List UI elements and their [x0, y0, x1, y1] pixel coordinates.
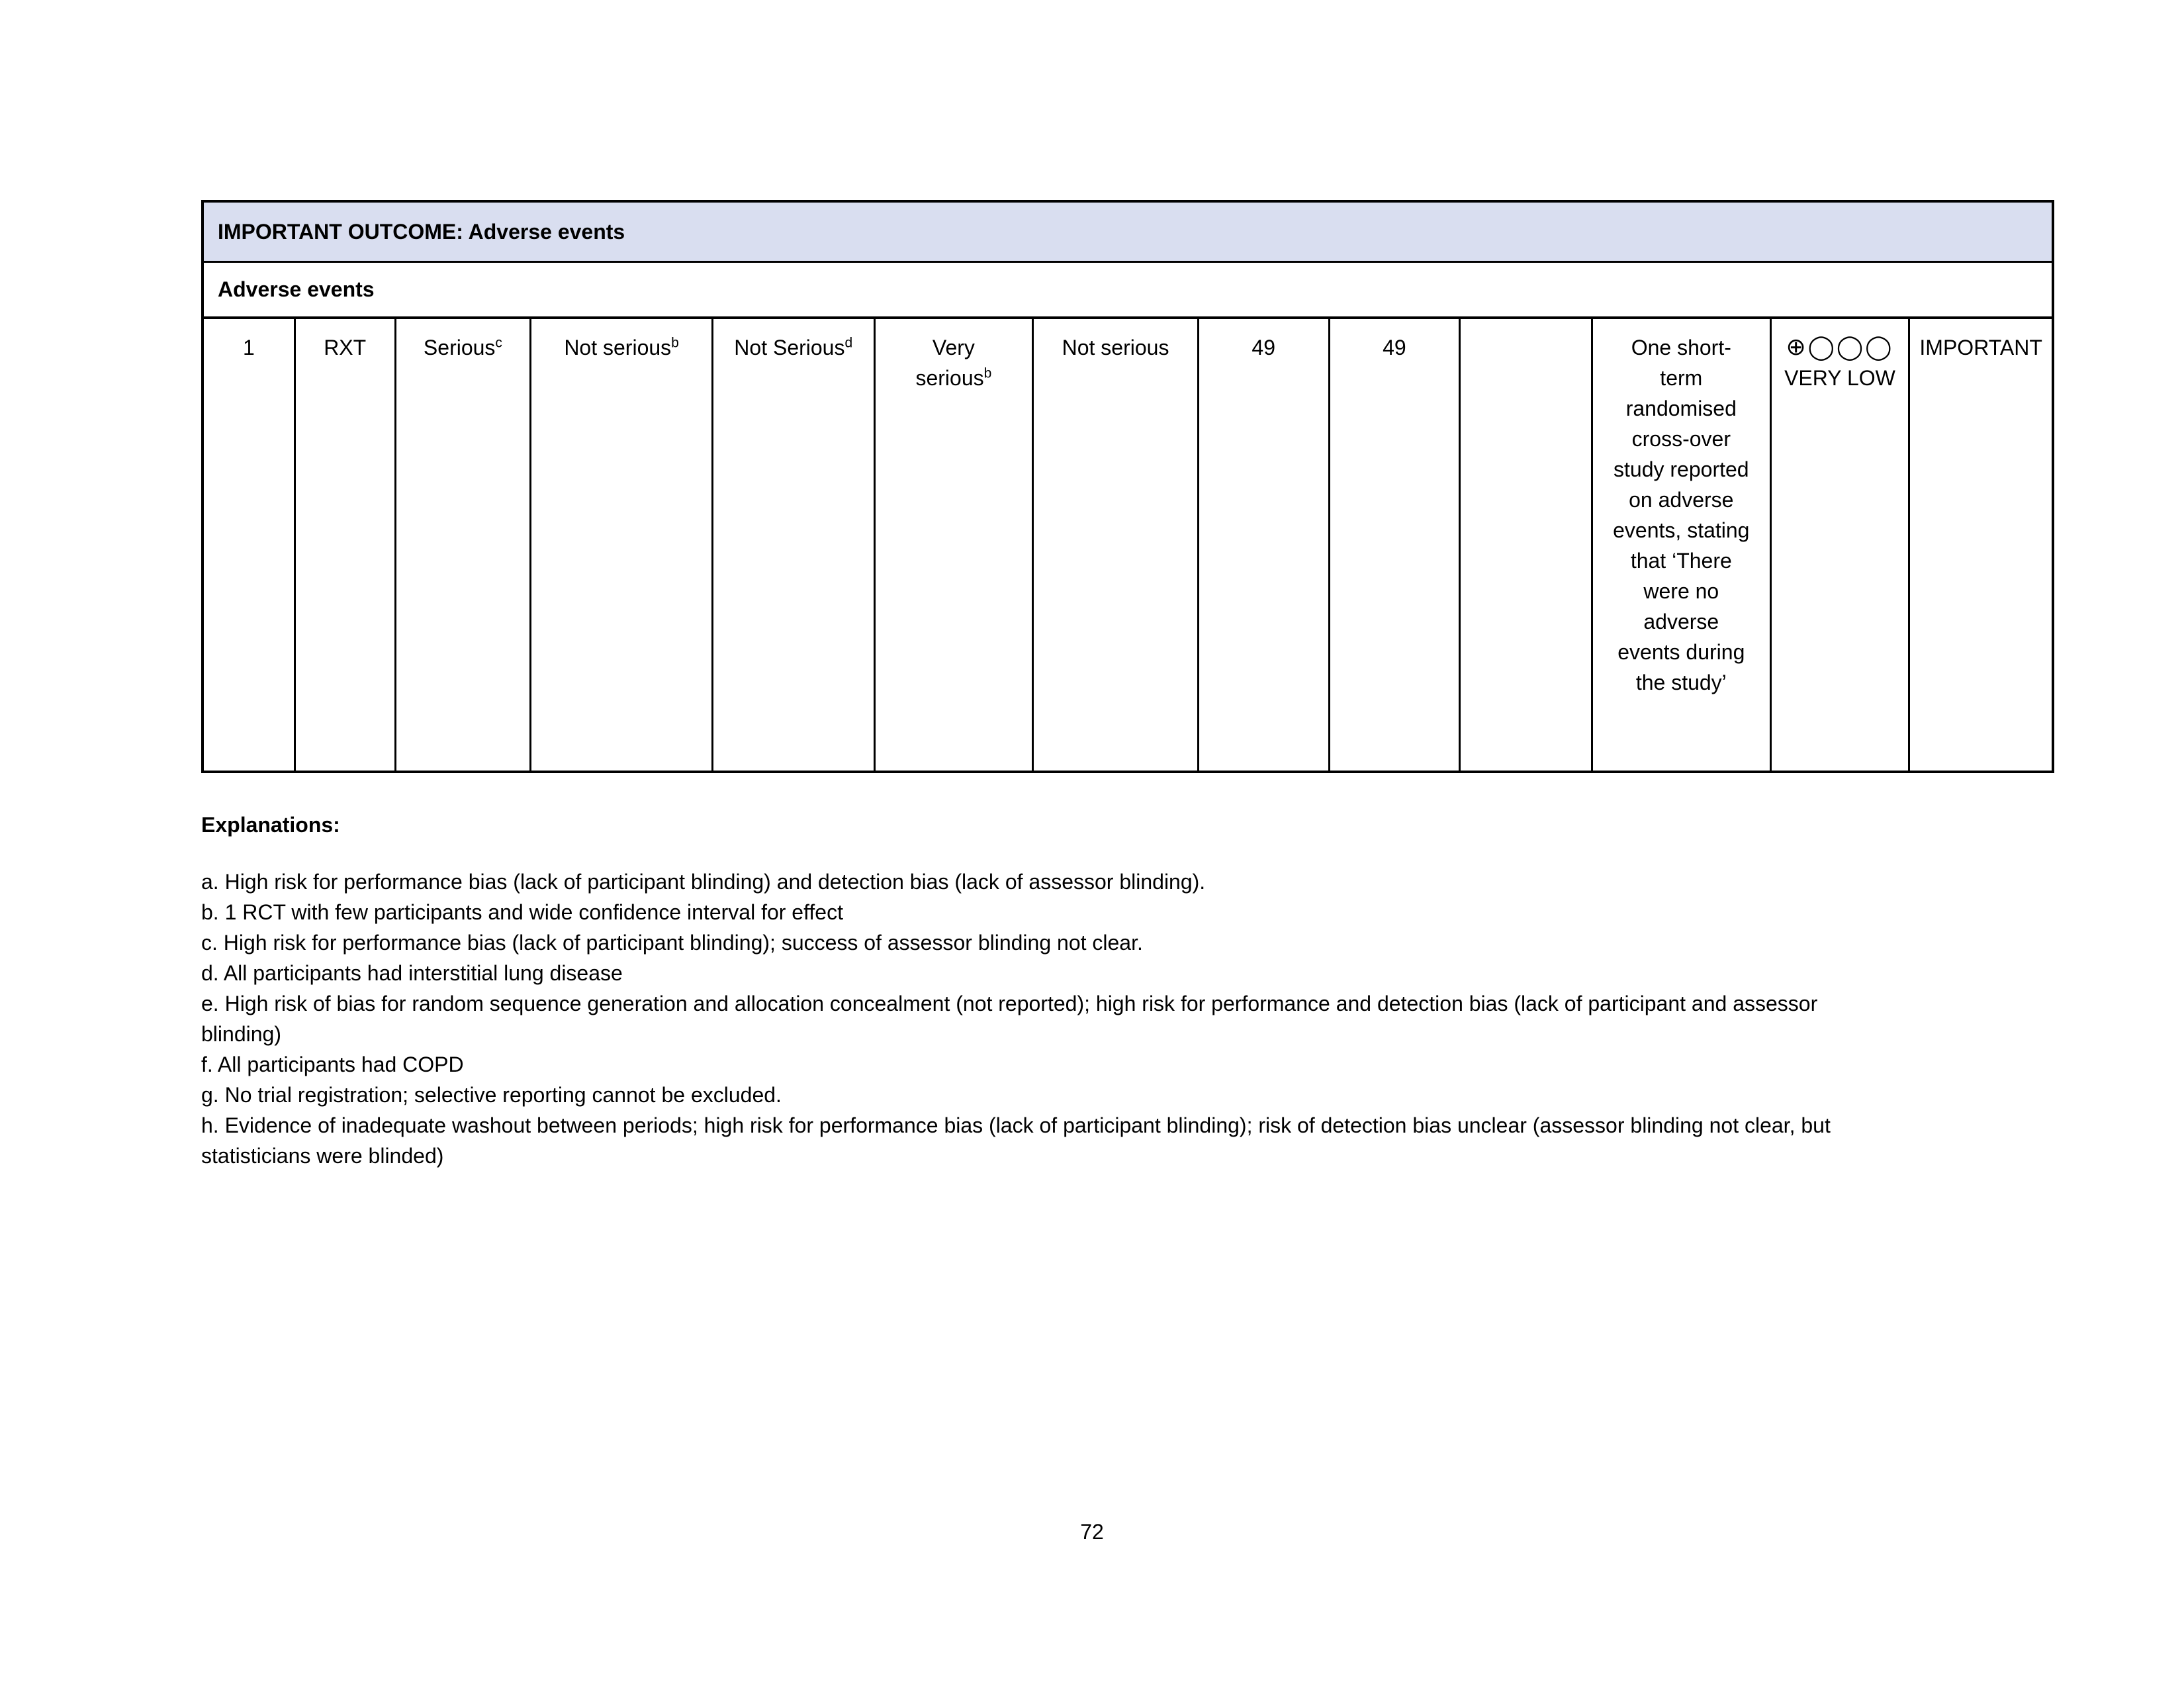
explanation-item-b: b. 1 RCT with few participants and wide confidence interval for effect	[201, 900, 843, 924]
cell-inconsistency	[531, 319, 713, 771]
outcome-name-row	[204, 263, 2052, 319]
publication-bias-value: Not serious	[1062, 336, 1169, 359]
cell-importance	[1910, 319, 2052, 771]
cell-no-of-studies	[204, 319, 296, 771]
inconsistency-footnote: b	[671, 335, 679, 351]
inconsistency-value: Not serious	[564, 336, 672, 359]
imprecision-value: Very serious	[915, 336, 984, 390]
cell-imprecision	[876, 319, 1034, 771]
no-of-studies-value: 1	[243, 336, 255, 359]
explanations-heading: Explanations:	[201, 813, 340, 837]
explanation-item-c: c. High risk for performance bias (lack of participant blinding); success of assessor blinding not clear.	[201, 931, 1143, 955]
page-number: 72	[1080, 1520, 1104, 1544]
explanation-item-e: e. High risk of bias for random sequence generation and allocation concealment (not reported); high risk for performance and detection bias (lack of participant and assessor blinding)	[201, 992, 1818, 1046]
explanation-item-h: h. Evidence of inadequate washout between periods; high risk for performance bias (lack of participant blinding); risk of detection bias unclear (assessor blinding not clear, but statisticians were blinded)	[201, 1113, 1831, 1168]
importance-value: IMPORTANT	[1919, 336, 2042, 359]
indirectness-footnote: d	[844, 335, 853, 351]
patients-control-value: 49	[1383, 336, 1406, 359]
cell-effect	[1461, 319, 1593, 771]
narrative-text: One short-term randomised cross-over study reported on adverse events, stating that ‘There were no adverse events during the study’	[1613, 336, 1750, 694]
table-row	[204, 319, 2052, 771]
outcome-name-label: Adverse events	[218, 277, 375, 301]
grade-rating-icon: ⊕◯◯◯	[1786, 334, 1894, 361]
explanation-item-d: d. All participants had interstitial lung disease	[201, 961, 623, 985]
grade-evidence-table	[201, 200, 2054, 773]
patients-intervention-value: 49	[1251, 336, 1275, 359]
certainty-label: VERY LOW	[1784, 366, 1895, 390]
risk-of-bias-footnote: c	[495, 335, 502, 351]
cell-risk-of-bias	[396, 319, 532, 771]
outcome-header-label: IMPORTANT OUTCOME: Adverse events	[218, 219, 625, 244]
imprecision-footnote: b	[983, 365, 992, 381]
cell-study-design	[296, 319, 396, 771]
cell-narrative	[1593, 319, 1772, 771]
study-design-value: RXT	[324, 336, 367, 359]
cell-publication-bias	[1034, 319, 1199, 771]
explanation-item-a: a. High risk for performance bias (lack of participant blinding) and detection bias (lack of assessor blinding).	[201, 870, 1206, 894]
explanation-item-g: g. No trial registration; selective reporting cannot be excluded.	[201, 1083, 782, 1107]
cell-patients-intervention	[1199, 319, 1330, 771]
explanation-item-f: f. All participants had COPD	[201, 1053, 464, 1076]
indirectness-value: Not Serious	[734, 336, 845, 359]
outcome-header-row	[204, 203, 2052, 263]
risk-of-bias-value: Serious	[423, 336, 496, 359]
explanations-section	[201, 810, 1876, 1171]
cell-patients-control	[1330, 319, 1461, 771]
cell-indirectness	[713, 319, 876, 771]
cell-certainty	[1772, 319, 1911, 771]
